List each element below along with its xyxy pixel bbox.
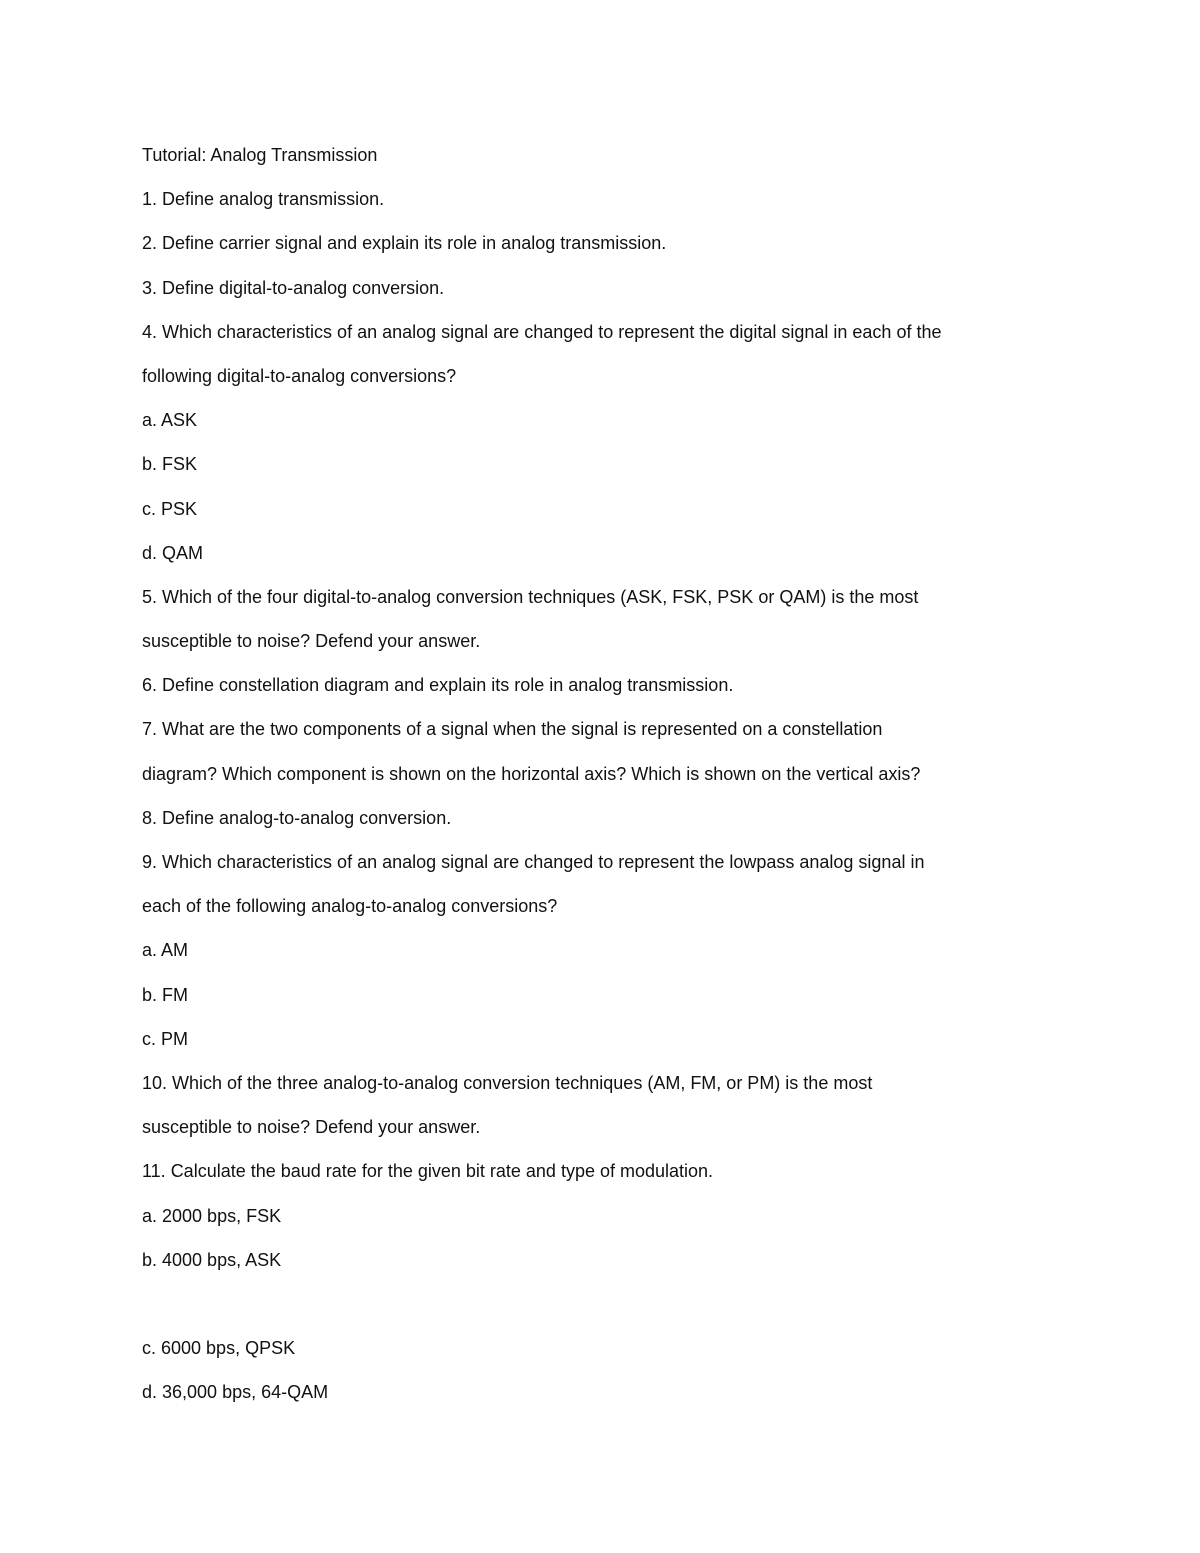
question-9-option-a: a. AM [142,940,189,961]
question-8: 8. Define analog-to-analog conversion. [142,807,452,828]
question-11: 11. Calculate the baud rate for the given bit rate and type of modulation. [142,1161,714,1182]
question-5-continued: susceptible to noise? Defend your answer. [142,631,481,652]
question-9-option-b: b. FM [142,984,189,1005]
question-7-continued: diagram? Which component is shown on the horizontal axis? Which is shown on the vertical axis? [142,763,921,784]
document-body [142,141,1062,1422]
question-7: 7. What are the two components of a signal when the signal is represented on a constellation [142,719,883,740]
question-4-option-c: c. PSK [142,498,198,519]
question-5: 5. Which of the four digital-to-analog conversion techniques (ASK, FSK, PSK or QAM) is the most [142,586,919,607]
question-9-option-c: c. PM [142,1028,189,1049]
document-title: Tutorial: Analog Transmission [142,145,378,165]
question-9-continued: each of the following analog-to-analog conversions? [142,896,558,917]
question-6: 6. Define constellation diagram and explain its role in analog transmission. [142,675,734,696]
question-2: 2. Define carrier signal and explain its role in analog transmission. [142,233,667,254]
question-11-option-a: a. 2000 bps, FSK [142,1205,282,1226]
question-11-option-d: d. 36,000 bps, 64-QAM [142,1382,329,1403]
question-3: 3. Define digital-to-analog conversion. [142,277,445,298]
question-4-option-d: d. QAM [142,542,204,563]
question-9: 9. Which characteristics of an analog signal are changed to represent the lowpass analog signal in [142,852,925,872]
question-4-continued: following digital-to-analog conversions? [142,365,457,386]
question-11-option-b: b. 4000 bps, ASK [142,1249,282,1270]
question-11-option-c: c. 6000 bps, QPSK [142,1338,296,1359]
question-4-option-a: a. ASK [142,410,198,431]
question-10: 10. Which of the three analog-to-analog conversion techniques (AM, FM, or PM) is the most [142,1072,873,1093]
question-1: 1. Define analog transmission. [142,189,385,210]
question-10-continued: susceptible to noise? Defend your answer. [142,1117,481,1138]
question-4-option-b: b. FSK [142,454,198,475]
question-4: 4. Which characteristics of an analog signal are changed to represent the digital signal in each of the [142,321,942,342]
